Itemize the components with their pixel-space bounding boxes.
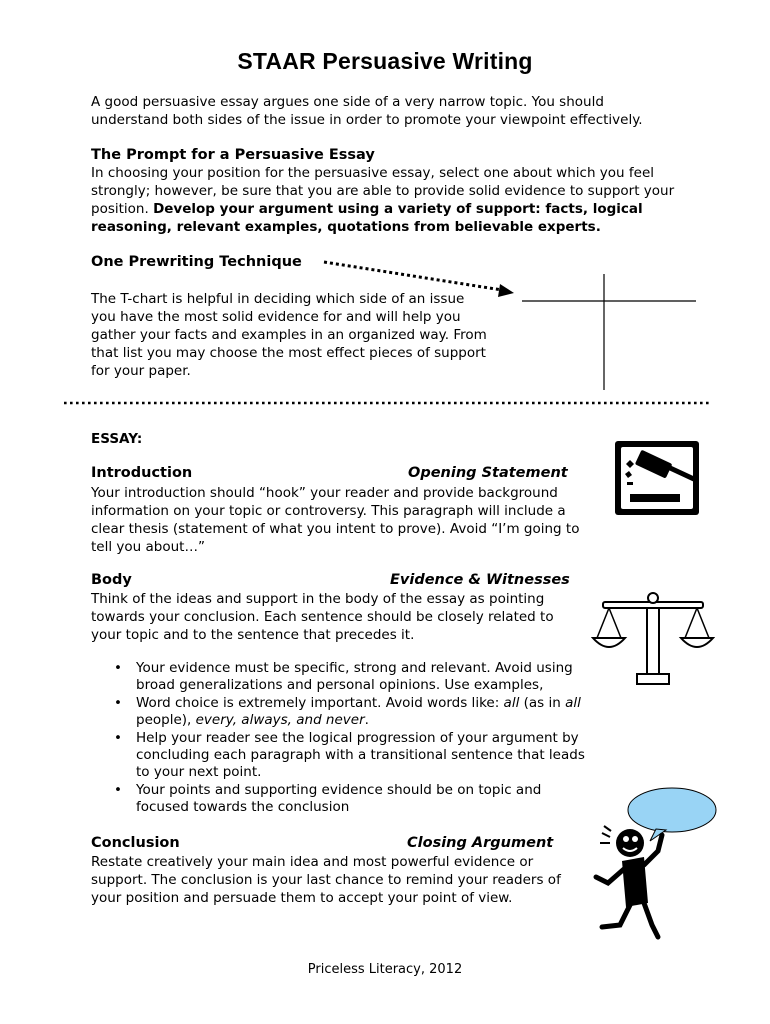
introduction-heading: Introduction	[91, 465, 193, 481]
list-item: • Your points and supporting evidence should be on topic and focused towards the conclusion	[91, 782, 591, 817]
body-bullet-list	[91, 660, 591, 817]
intro-paragraph: A good persuasive essay argues one side of a very narrow topic. You should understand both sides of the issue in order to promote your viewpoint effectively.	[91, 94, 643, 128]
essay-label: ESSAY:	[91, 431, 143, 447]
t-chart	[520, 272, 698, 394]
dotted-divider	[62, 399, 714, 407]
prewriting-heading: One Prewriting Technique	[91, 254, 302, 270]
conclusion-heading: Conclusion	[91, 835, 180, 851]
page-title: STAAR Persuasive Writing	[237, 48, 533, 74]
list-item: • Your evidence must be specific, strong and relevant. Avoid using broad generalizations and personal opinions. Use examples,	[91, 660, 591, 695]
prompt-paragraph	[91, 164, 681, 236]
prompt-bold-text: Develop your argument using a variety of support: facts, logical reasoning, relevant examples, quotations from believable experts.	[91, 201, 643, 235]
list-item: • Word choice is extremely important. Avoid words like: all (as in all people), every, always, and never.	[91, 695, 591, 730]
scales-icon	[591, 590, 715, 690]
body-tag: Evidence & Witnesses	[390, 572, 570, 588]
list-item: • Help your reader see the logical progression of your argument by concluding each paragraph with a transitional sentence that leads to your next point.	[91, 730, 591, 782]
body-heading: Body	[91, 572, 132, 588]
prewriting-paragraph: The T-chart is helpful in deciding which side of an issue you have the most solid evidence for and will help you gather your facts and examples in an organized way. From that list you may choose the most effect pieces of support for your paper.	[91, 291, 487, 379]
speaker-figure-icon	[590, 785, 720, 945]
introduction-paragraph: Your introduction should “hook” your reader and provide background information on your topic or controversy. This paragraph will include a clear thesis (statement of what you intent to prove). Avoid “I’m going to tell you about…”	[91, 485, 580, 555]
prompt-heading: The Prompt for a Persuasive Essay	[91, 147, 375, 163]
conclusion-paragraph: Restate creatively your main idea and most powerful evidence or support. The conclusion is your last chance to remind your readers of your position and persuade them to accept your point of view.	[91, 854, 561, 906]
prompt-text: In choosing your position for the persuasive essay, select one about which you feel strongly; however, be sure that you are able to provide solid evidence to support your position.	[91, 165, 675, 217]
introduction-tag: Opening Statement	[408, 465, 568, 481]
conclusion-tag: Closing Argument	[407, 835, 554, 851]
footer-credit: Priceless Literacy, 2012	[307, 962, 463, 977]
body-paragraph: Think of the ideas and support in the body of the essay as pointing towards your conclusion. Each sentence should be closely related to your topic and to the sentence that precedes it.	[91, 591, 554, 643]
gavel-icon	[612, 438, 702, 518]
